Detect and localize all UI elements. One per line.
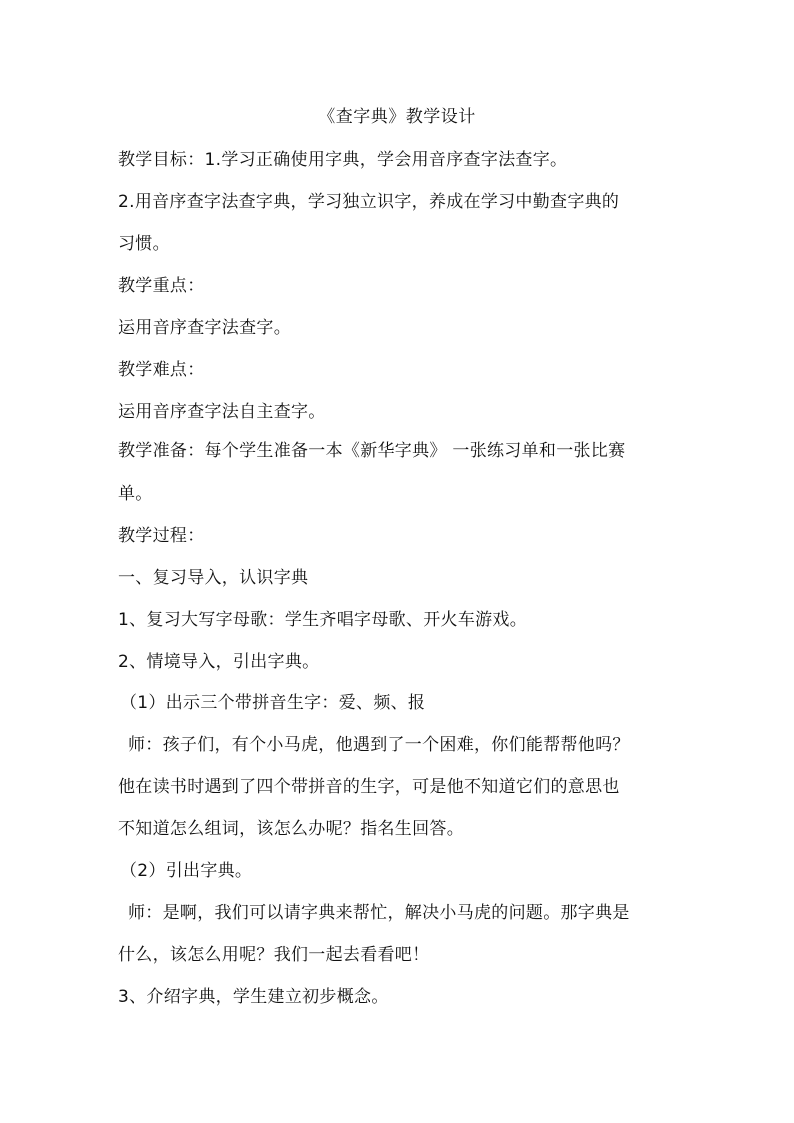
- text-line-step-2: 2、情境导入，引出字典。: [118, 652, 320, 672]
- text-line-teacher-1-cont-b: 不知道怎么组词，该怎么办呢？指名生回答。: [118, 819, 464, 839]
- text-line-substep-1: （1）出示三个带拼音生字：爱、频、报: [120, 693, 426, 713]
- text-line-substep-2: （2）引出字典。: [120, 861, 253, 881]
- text-line-teaching-goals: 教学目标：1.学习正确使用字典，学会用音序查字法查字。: [118, 150, 568, 170]
- text-line-key-point: 运用音序查字法查字。: [118, 318, 291, 338]
- text-line-teacher-2: 师：是啊，我们可以请字典来帮忙，解决小马虎的问题。那字典是: [128, 903, 630, 923]
- text-line-preparation: 教学准备：每个学生准备一本《新华字典》 一张练习单和一张比赛: [118, 441, 626, 461]
- text-line-teacher-1-cont-a: 他在读书时遇到了四个带拼音的生字，可是他不知道它们的意思也: [118, 777, 620, 797]
- text-line-goal-2: 2.用音序查字法查字典，学习独立识字，养成在学习中勤查字典的: [118, 192, 620, 212]
- text-line-difficulty: 运用音序查字法自主查字。: [118, 402, 326, 422]
- text-line-teacher-1: 师：孩子们，有个小马虎，他遇到了一个困难，你们能帮帮他吗？: [128, 735, 630, 755]
- text-line-goal-2-cont: 习惯。: [118, 234, 170, 254]
- text-line-teacher-2-cont: 什么，该怎么用呢？我们一起去看看吧！: [118, 945, 430, 965]
- text-line-key-point-heading: 教学重点：: [118, 276, 205, 296]
- text-line-difficulty-heading: 教学难点：: [118, 360, 205, 380]
- text-line-step-1: 1、复习大写字母歌：学生齐唱字母歌、开火车游戏。: [118, 610, 528, 630]
- document-title: 《查字典》教学设计: [318, 107, 476, 127]
- text-line-section-1: 一、复习导入，认识字典: [118, 568, 309, 588]
- text-line-preparation-cont: 单。: [118, 484, 153, 504]
- text-line-process-heading: 教学过程：: [118, 526, 205, 546]
- text-line-step-3: 3、介绍字典，学生建立初步概念。: [118, 987, 389, 1007]
